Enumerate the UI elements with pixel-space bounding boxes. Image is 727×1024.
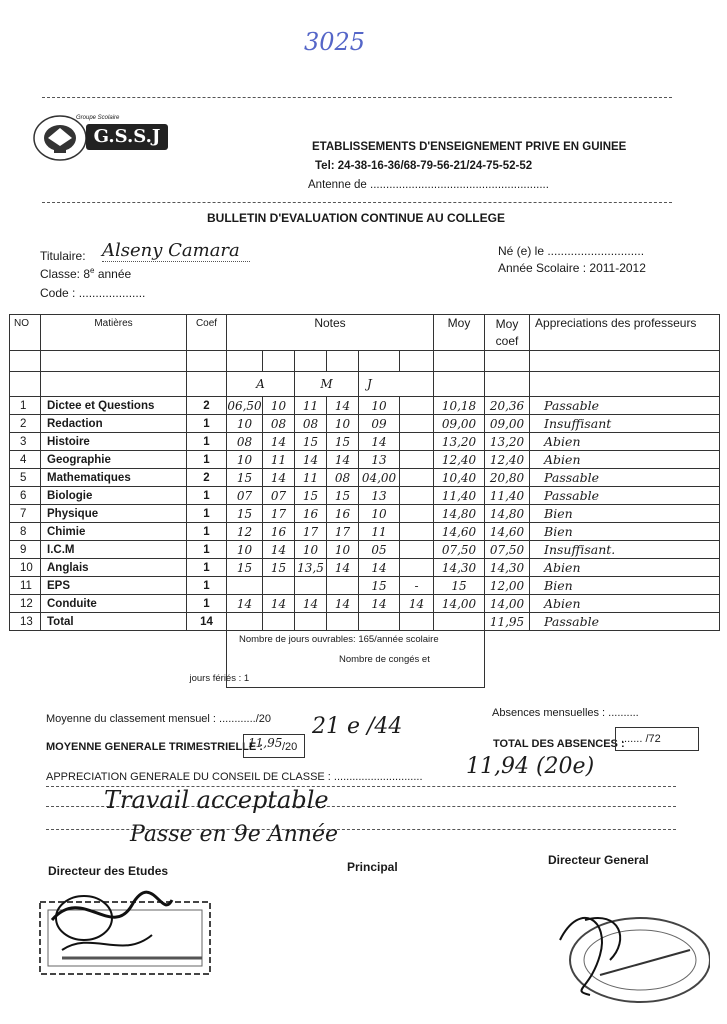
row-no: 10 xyxy=(10,559,41,577)
row-note: 17 xyxy=(263,505,295,523)
row-note xyxy=(295,577,327,595)
row-note xyxy=(263,613,295,631)
row-note: 11 xyxy=(359,523,400,541)
row-moy: 07,50 xyxy=(434,541,485,559)
row-moy-coef: 07,50 xyxy=(485,541,530,559)
stamp-directeur-etudes xyxy=(22,880,222,990)
jours-feries: jours fériés : 1 xyxy=(189,673,250,685)
row-note xyxy=(400,433,434,451)
row-moy-coef: 11,95 xyxy=(485,613,530,631)
row-moy-coef: 13,20 xyxy=(485,433,530,451)
row-note: 12 xyxy=(227,523,263,541)
row-appreciation: Abien xyxy=(530,595,720,613)
row-appreciation: Passable xyxy=(530,397,720,415)
row-subject: Anglais xyxy=(41,559,187,577)
grades-table xyxy=(9,314,720,688)
annee-scolaire: Année Scolaire : 2011-2012 xyxy=(498,261,646,275)
row-note: 06,50 xyxy=(227,398,262,413)
institution-name: ETABLISSEMENTS D'ENSEIGNEMENT PRIVE EN GUINEE xyxy=(312,141,627,153)
moyenne-trimestrielle-label: MOYENNE GENERALE TRIMESTRIELLE : xyxy=(46,741,263,753)
row-note xyxy=(227,613,263,631)
top-number: 3025 xyxy=(304,28,366,56)
row-note xyxy=(400,451,434,469)
row-no: 4 xyxy=(10,451,41,469)
row-moy: 14,80 xyxy=(434,505,485,523)
row-note: 10 xyxy=(327,415,359,433)
row-note: 11 xyxy=(295,469,327,487)
grade-rows xyxy=(10,397,720,631)
school-logo xyxy=(30,112,170,162)
classe-line xyxy=(40,266,131,281)
row-subject: EPS xyxy=(41,577,187,595)
row-moy-coef: 20,80 xyxy=(485,469,530,487)
row-coef: 1 xyxy=(187,541,227,559)
titulaire-value: Alseny Camara xyxy=(102,240,250,262)
row-moy: 09,00 xyxy=(434,415,485,433)
table-row xyxy=(10,559,720,577)
row-appreciation: Abien xyxy=(530,433,720,451)
row-note: 14 xyxy=(359,595,400,613)
remark-line-2: Passe en 9e Année xyxy=(130,822,338,847)
row-note: 08 xyxy=(327,469,359,487)
row-note xyxy=(327,613,359,631)
row-note: 09 xyxy=(359,415,400,433)
row-note: 13 xyxy=(359,487,400,505)
table-row xyxy=(10,577,720,595)
header-notes: Notes xyxy=(227,315,434,351)
row-note: 14 xyxy=(263,595,295,613)
row-appreciation: Bien xyxy=(530,505,720,523)
row-note: 10 xyxy=(227,541,263,559)
row-note: 07 xyxy=(263,487,295,505)
stamp-directeur-general xyxy=(540,880,710,1010)
row-moy: 12,40 xyxy=(434,451,485,469)
appreciation-handwritten-value: 11,94 (20e) xyxy=(466,754,595,779)
row-coef: 1 xyxy=(187,505,227,523)
row-moy-coef: 14,30 xyxy=(485,559,530,577)
table-row xyxy=(10,469,720,487)
row-appreciation: Insuffisant. xyxy=(530,541,720,559)
moyenne-mensuelle: Moyenne du classement mensuel : ............/20 xyxy=(46,713,272,725)
row-moy: 10,40 xyxy=(434,469,485,487)
row-subject: Geographie xyxy=(41,451,187,469)
row-note xyxy=(400,487,434,505)
row-note: 10 xyxy=(295,541,327,559)
row-note: 14 xyxy=(295,451,327,469)
row-note: 15 xyxy=(359,577,400,595)
table-row xyxy=(10,397,720,415)
row-no: 8 xyxy=(10,523,41,541)
row-note: - xyxy=(400,577,434,595)
antenne-line: Antenne de ........................................................ xyxy=(308,179,549,191)
row-note: 11 xyxy=(295,397,327,415)
row-note: 17 xyxy=(327,523,359,541)
row-note: 16 xyxy=(263,523,295,541)
directeur-general-label: Directeur General xyxy=(548,853,649,867)
row-no: 12 xyxy=(10,595,41,613)
row-appreciation: Abien xyxy=(530,559,720,577)
header-divider xyxy=(42,202,672,203)
row-moy: 14,30 xyxy=(434,559,485,577)
month-j-label: J xyxy=(359,372,434,397)
row-note xyxy=(400,523,434,541)
row-note: 14 xyxy=(263,433,295,451)
row-note xyxy=(400,613,434,631)
row-coef: 1 xyxy=(187,487,227,505)
row-note: 10 xyxy=(327,541,359,559)
row-note: 14 xyxy=(359,559,400,577)
row-note: 14 xyxy=(327,451,359,469)
row-note xyxy=(263,577,295,595)
row-no: 13 xyxy=(10,613,41,631)
row-note xyxy=(400,541,434,559)
row-moy: 10,18 xyxy=(434,397,485,415)
table-row xyxy=(10,451,720,469)
table-row xyxy=(10,487,720,505)
row-note: 14 xyxy=(359,433,400,451)
row-appreciation: Passable xyxy=(530,613,720,631)
row-no: 3 xyxy=(10,433,41,451)
row-note: 08 xyxy=(227,433,263,451)
logo-badge-text: Groupe Scolaire xyxy=(76,115,120,121)
row-note: 15 xyxy=(227,505,263,523)
row-subject: Conduite xyxy=(41,595,187,613)
row-subject: Chimie xyxy=(41,523,187,541)
document-title: BULLETIN D'EVALUATION CONTINUE AU COLLEGE xyxy=(207,211,505,225)
row-note xyxy=(400,559,434,577)
row-coef: 1 xyxy=(187,595,227,613)
row-note: 10 xyxy=(227,451,263,469)
row-note: 14 xyxy=(227,595,263,613)
table-row xyxy=(10,433,720,451)
row-coef: 1 xyxy=(187,433,227,451)
row-note: 15 xyxy=(295,487,327,505)
table-row xyxy=(10,523,720,541)
header-moy: Moy xyxy=(434,315,485,351)
top-divider xyxy=(42,97,672,98)
row-note: 14 xyxy=(295,595,327,613)
row-subject: Biologie xyxy=(41,487,187,505)
classe-sup: e xyxy=(90,266,95,275)
row-subject: Total xyxy=(41,613,187,631)
row-moy-coef: 20,36 xyxy=(485,397,530,415)
table-row xyxy=(10,613,720,631)
directeur-etudes-label: Directeur des Etudes xyxy=(48,864,169,878)
table-header-row xyxy=(10,315,720,351)
row-moy-coef: 12,00 xyxy=(485,577,530,595)
row-note xyxy=(359,613,400,631)
row-note xyxy=(400,505,434,523)
absences-mensuelles: Absences mensuelles : .......... xyxy=(492,707,639,719)
row-note: 13,5 xyxy=(295,559,327,577)
row-no: 7 xyxy=(10,505,41,523)
rank-handwritten: 21 e /44 xyxy=(312,714,403,739)
row-no: 1 xyxy=(10,397,41,415)
institution-phone: Tel: 24-38-16-36/68-79-56-21/24-75-52-52 xyxy=(315,160,533,172)
row-no: 9 xyxy=(10,541,41,559)
row-note: 07 xyxy=(227,487,263,505)
total-absences-box: ....... /72 xyxy=(615,727,699,751)
row-note: 16 xyxy=(327,505,359,523)
code-line: Code : .................... xyxy=(40,286,146,300)
table-subheader-row xyxy=(10,351,720,372)
row-subject: I.C.M xyxy=(41,541,187,559)
row-note: 14 xyxy=(263,469,295,487)
row-note: 15 xyxy=(327,433,359,451)
row-coef: 2 xyxy=(187,397,227,415)
row-no: 11 xyxy=(10,577,41,595)
row-moy-coef: 14,80 xyxy=(485,505,530,523)
table-row xyxy=(10,595,720,613)
row-moy: 11,40 xyxy=(434,487,485,505)
row-no: 2 xyxy=(10,415,41,433)
row-note xyxy=(400,397,434,415)
appreciation-generale-label: APPRECIATION GENERALE DU CONSEIL DE CLASSE : ............................. xyxy=(46,771,423,783)
row-subject: Redaction xyxy=(41,415,187,433)
conges-row xyxy=(10,648,720,670)
header-appreciations: Appreciations des professeurs xyxy=(530,315,720,351)
row-note: 17 xyxy=(295,523,327,541)
row-note xyxy=(400,415,434,433)
row-subject: Histoire xyxy=(41,433,187,451)
moyenne-trimestrielle-value: 11,95 xyxy=(248,736,283,750)
row-moy-coef: 09,00 xyxy=(485,415,530,433)
row-no: 5 xyxy=(10,469,41,487)
row-coef: 14 xyxy=(187,613,227,631)
row-note: 15 xyxy=(227,469,263,487)
row-appreciation: Passable xyxy=(530,487,720,505)
row-coef: 1 xyxy=(187,577,227,595)
conges: Nombre de congés et xyxy=(227,648,485,670)
row-coef: 1 xyxy=(187,451,227,469)
table-row xyxy=(10,415,720,433)
row-coef: 1 xyxy=(187,415,227,433)
row-note: 14 xyxy=(327,397,359,415)
row-appreciation: Bien xyxy=(530,577,720,595)
row-appreciation: Bien xyxy=(530,523,720,541)
moyenne-trimestrielle-suffix: /20 xyxy=(282,741,298,753)
row-appreciation: Insuffisant xyxy=(530,415,720,433)
row-note xyxy=(295,613,327,631)
titulaire-label: Titulaire: xyxy=(40,249,86,263)
table-row xyxy=(10,505,720,523)
table-row xyxy=(10,541,720,559)
row-note: 14 xyxy=(263,541,295,559)
total-absences-label: TOTAL DES ABSENCES : xyxy=(493,738,625,750)
row-note: 08 xyxy=(295,415,327,433)
row-no: 6 xyxy=(10,487,41,505)
classe-label: Classe: 8 xyxy=(40,267,91,281)
row-moy-coef: 11,40 xyxy=(485,487,530,505)
row-note: 16 xyxy=(295,505,327,523)
row-note: 15 xyxy=(227,559,263,577)
row-appreciation: Passable xyxy=(530,469,720,487)
row-note: 08 xyxy=(263,415,295,433)
header-no: NO xyxy=(10,315,41,351)
row-note: 05 xyxy=(359,541,400,559)
row-note: 04,00 xyxy=(359,469,400,487)
row-appreciation: Abien xyxy=(530,451,720,469)
stamp-right-icon xyxy=(540,880,710,1010)
header-coef: Coef xyxy=(187,315,227,351)
row-note: 10 xyxy=(263,397,295,415)
classe-suffix: année xyxy=(94,267,132,281)
table-months-row xyxy=(10,372,720,397)
row-note: 10 xyxy=(359,397,400,415)
feries-row xyxy=(10,670,720,688)
row-note xyxy=(400,469,434,487)
month-m-label: M xyxy=(295,372,359,397)
row-note: 13 xyxy=(359,451,400,469)
row-moy xyxy=(434,613,485,631)
row-note: 14 xyxy=(327,559,359,577)
row-note: 14 xyxy=(400,595,434,613)
logo-text: G.S.S.J xyxy=(86,124,168,150)
row-note xyxy=(327,577,359,595)
row-note: 11 xyxy=(263,451,295,469)
row-note xyxy=(227,577,263,595)
row-moy-coef: 14,00 xyxy=(485,595,530,613)
row-coef: 1 xyxy=(187,523,227,541)
row-moy: 15 xyxy=(434,577,485,595)
moyenne-trimestrielle-box xyxy=(243,734,305,758)
row-note: 15 xyxy=(263,559,295,577)
row-subject: Dictee et Questions xyxy=(41,397,187,415)
row-note: 15 xyxy=(327,487,359,505)
row-note: 14 xyxy=(327,595,359,613)
header-moy-coef: Moy coef xyxy=(485,315,530,351)
jours-ouvrables: Nombre de jours ouvrables: 165/année scolaire xyxy=(227,631,485,649)
jours-ouvrables-row xyxy=(10,631,720,649)
row-moy: 13,20 xyxy=(434,433,485,451)
row-note: 10 xyxy=(359,505,400,523)
row-note: 15 xyxy=(295,433,327,451)
remark-line-1: Travail acceptable xyxy=(104,786,329,814)
header-matieres: Matières xyxy=(41,315,187,351)
row-coef: 2 xyxy=(187,469,227,487)
principal-label: Principal xyxy=(347,860,398,874)
row-subject: Mathematiques xyxy=(41,469,187,487)
row-moy-coef: 14,60 xyxy=(485,523,530,541)
stamp-left-icon xyxy=(22,880,222,990)
row-coef: 1 xyxy=(187,559,227,577)
month-a-label: A xyxy=(227,372,295,397)
row-moy-coef: 12,40 xyxy=(485,451,530,469)
ne-le-line: Né (e) le ............................. xyxy=(498,244,645,258)
row-moy: 14,00 xyxy=(434,595,485,613)
row-moy: 14,60 xyxy=(434,523,485,541)
row-note: 10 xyxy=(227,415,263,433)
row-subject: Physique xyxy=(41,505,187,523)
